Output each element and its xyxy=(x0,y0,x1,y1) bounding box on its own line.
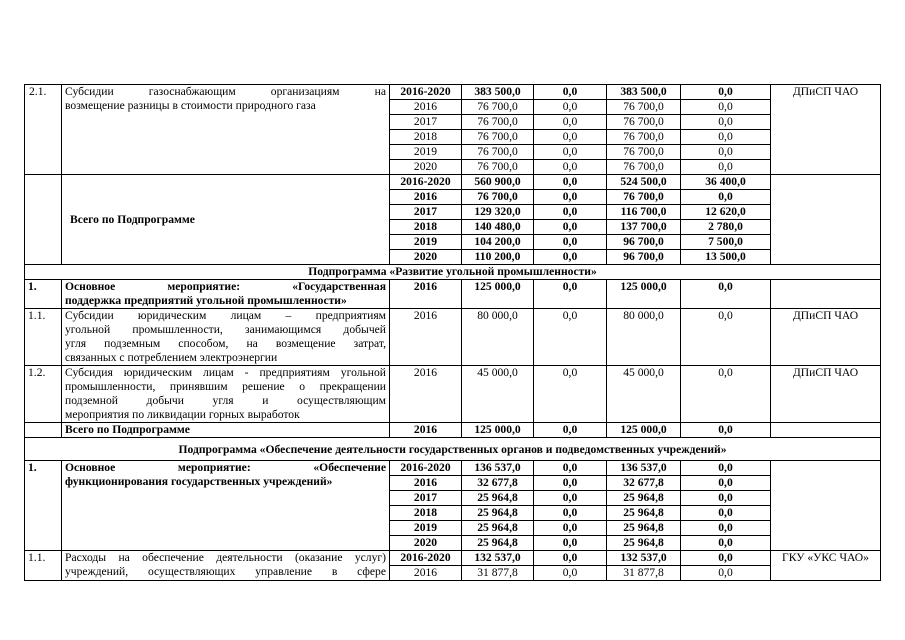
regional-cell: 132 537,0 xyxy=(607,551,681,566)
other-cell: 2 780,0 xyxy=(681,220,771,235)
regional-cell: 25 964,8 xyxy=(607,536,681,551)
row-number: 1. xyxy=(25,280,62,309)
federal-cell: 0,0 xyxy=(534,551,607,566)
year-cell: 2018 xyxy=(390,220,462,235)
year-cell: 2016 xyxy=(390,100,462,115)
federal-cell: 0,0 xyxy=(534,190,607,205)
year-cell: 2017 xyxy=(390,491,462,506)
federal-cell: 0,0 xyxy=(534,521,607,536)
year-cell: 2016 xyxy=(390,366,462,423)
federal-cell: 0,0 xyxy=(534,130,607,145)
federal-cell: 0,0 xyxy=(534,491,607,506)
total-cell: 25 964,8 xyxy=(462,536,534,551)
desc-line: Основное мероприятие: «Обеспечение xyxy=(65,461,386,474)
total-cell: 140 480,0 xyxy=(462,220,534,235)
federal-cell: 0,0 xyxy=(534,160,607,175)
federal-cell: 0,0 xyxy=(534,536,607,551)
regional-cell: 31 877,8 xyxy=(607,566,681,581)
federal-cell: 0,0 xyxy=(534,145,607,160)
table-row xyxy=(25,461,881,476)
federal-cell: 0,0 xyxy=(534,461,607,476)
row-number: 1.1. xyxy=(25,551,62,581)
subprogram-total-label: Всего по Подпрограмме xyxy=(62,423,390,438)
regional-cell: 25 964,8 xyxy=(607,521,681,536)
other-cell: 12 620,0 xyxy=(681,205,771,220)
total-cell: 80 000,0 xyxy=(462,309,534,366)
federal-cell: 0,0 xyxy=(534,423,607,438)
federal-cell: 0,0 xyxy=(534,220,607,235)
total-cell: 136 537,0 xyxy=(462,461,534,476)
year-cell: 2016 xyxy=(390,423,462,438)
row-number: 1. xyxy=(25,461,62,551)
section-title: Подпрограмма «Развитие угольной промышленности» xyxy=(25,265,881,280)
total-cell: 76 700,0 xyxy=(462,115,534,130)
total-cell: 76 700,0 xyxy=(462,145,534,160)
other-cell: 0,0 xyxy=(681,551,771,566)
regional-cell: 76 700,0 xyxy=(607,130,681,145)
desc-line: поддержка предприятий угольной промышленности» xyxy=(65,294,347,307)
year-cell: 2020 xyxy=(390,250,462,265)
year-cell: 2016-2020 xyxy=(390,175,462,190)
responsible-cell: ГКУ «УКС ЧАО» xyxy=(771,551,881,581)
desc-line: возмещение разницы в стоимости природного газа xyxy=(65,99,316,112)
table-row xyxy=(25,85,881,100)
year-cell: 2016 xyxy=(390,476,462,491)
total-cell: 129 320,0 xyxy=(462,205,534,220)
desc-line: подземной добычи угля и осуществляющим xyxy=(65,394,386,407)
other-cell: 0,0 xyxy=(681,100,771,115)
total-cell: 560 900,0 xyxy=(462,175,534,190)
other-cell: 13 500,0 xyxy=(681,250,771,265)
desc-line: промышленности, принявшим решение о прекращении xyxy=(65,380,386,393)
federal-cell: 0,0 xyxy=(534,476,607,491)
row-number xyxy=(25,423,62,438)
responsible-cell: ДПиСП ЧАО xyxy=(771,85,881,175)
total-cell: 383 500,0 xyxy=(462,85,534,100)
desc-line: угольной промышленности, занимающимся добычей xyxy=(65,323,386,336)
total-cell: 76 700,0 xyxy=(462,160,534,175)
row-description xyxy=(62,85,390,175)
other-cell: 0,0 xyxy=(681,145,771,160)
responsible-cell: ДПиСП ЧАО xyxy=(771,309,881,366)
year-cell: 2020 xyxy=(390,160,462,175)
other-cell: 0,0 xyxy=(681,461,771,476)
regional-cell: 524 500,0 xyxy=(607,175,681,190)
row-number: 2.1. xyxy=(25,85,62,175)
regional-cell: 25 964,8 xyxy=(607,506,681,521)
desc-line: функционирования государственных учреждений» xyxy=(65,475,333,488)
other-cell: 7 500,0 xyxy=(681,235,771,250)
year-cell: 2017 xyxy=(390,115,462,130)
row-number xyxy=(25,175,62,265)
row-description xyxy=(62,461,390,551)
year-cell: 2020 xyxy=(390,536,462,551)
federal-cell: 0,0 xyxy=(534,506,607,521)
other-cell: 0,0 xyxy=(681,566,771,581)
desc-line: угля подземным способом, на возмещение затрат, xyxy=(65,337,386,350)
table-row xyxy=(25,366,881,423)
regional-cell: 76 700,0 xyxy=(607,160,681,175)
other-cell: 0,0 xyxy=(681,491,771,506)
federal-cell: 0,0 xyxy=(534,250,607,265)
desc-line: Субсидия юридическим лицам - предприятиям угольной xyxy=(65,366,386,379)
total-cell: 125 000,0 xyxy=(462,423,534,438)
total-cell: 45 000,0 xyxy=(462,366,534,423)
year-cell: 2019 xyxy=(390,145,462,160)
total-cell: 25 964,8 xyxy=(462,506,534,521)
total-cell: 32 677,8 xyxy=(462,476,534,491)
year-cell: 2016 xyxy=(390,566,462,581)
federal-cell: 0,0 xyxy=(534,366,607,423)
regional-cell: 125 000,0 xyxy=(607,280,681,309)
year-cell: 2019 xyxy=(390,235,462,250)
regional-cell: 45 000,0 xyxy=(607,366,681,423)
total-cell: 25 964,8 xyxy=(462,521,534,536)
other-cell: 0,0 xyxy=(681,190,771,205)
year-cell: 2016 xyxy=(390,309,462,366)
regional-cell: 25 964,8 xyxy=(607,491,681,506)
regional-cell: 116 700,0 xyxy=(607,205,681,220)
responsible-cell xyxy=(771,423,881,438)
total-cell: 76 700,0 xyxy=(462,100,534,115)
year-cell: 2017 xyxy=(390,205,462,220)
regional-cell: 32 677,8 xyxy=(607,476,681,491)
federal-cell: 0,0 xyxy=(534,175,607,190)
subprogram-total-label: Всего по Подпрограмме xyxy=(62,175,390,265)
row-description xyxy=(62,551,390,581)
other-cell: 0,0 xyxy=(681,309,771,366)
desc-line: мероприятия по ликвидации горных выработок xyxy=(65,408,300,421)
federal-cell: 0,0 xyxy=(534,280,607,309)
regional-cell: 383 500,0 xyxy=(607,85,681,100)
other-cell: 0,0 xyxy=(681,366,771,423)
other-cell: 0,0 xyxy=(681,130,771,145)
other-cell: 36 400,0 xyxy=(681,175,771,190)
other-cell: 0,0 xyxy=(681,280,771,309)
other-cell: 0,0 xyxy=(681,85,771,100)
table-row xyxy=(25,280,881,309)
regional-cell: 96 700,0 xyxy=(607,250,681,265)
section-header-row xyxy=(25,265,881,280)
other-cell: 0,0 xyxy=(681,160,771,175)
federal-cell: 0,0 xyxy=(534,235,607,250)
federal-cell: 0,0 xyxy=(534,100,607,115)
other-cell: 0,0 xyxy=(681,506,771,521)
total-cell: 125 000,0 xyxy=(462,280,534,309)
other-cell: 0,0 xyxy=(681,536,771,551)
year-cell: 2016 xyxy=(390,280,462,309)
regional-cell: 136 537,0 xyxy=(607,461,681,476)
federal-cell: 0,0 xyxy=(534,309,607,366)
federal-cell: 0,0 xyxy=(534,566,607,581)
desc-line: Субсидии газоснабжающим организациям на xyxy=(65,85,386,98)
total-cell: 76 700,0 xyxy=(462,130,534,145)
section-header-row xyxy=(25,438,881,461)
regional-cell: 137 700,0 xyxy=(607,220,681,235)
row-description xyxy=(62,280,390,309)
budget-table xyxy=(24,84,881,581)
desc-line: Субсидии юридическим лицам – предприятиям xyxy=(65,309,386,322)
federal-cell: 0,0 xyxy=(534,85,607,100)
row-number: 1.1. xyxy=(25,309,62,366)
desc-line: Расходы на обеспечение деятельности (оказание услуг) xyxy=(65,551,386,564)
table-row xyxy=(25,551,881,566)
regional-cell: 80 000,0 xyxy=(607,309,681,366)
year-cell: 2016 xyxy=(390,190,462,205)
total-cell: 76 700,0 xyxy=(462,190,534,205)
regional-cell: 76 700,0 xyxy=(607,190,681,205)
year-cell: 2018 xyxy=(390,506,462,521)
row-number: 1.2. xyxy=(25,366,62,423)
row-description xyxy=(62,309,390,366)
federal-cell: 0,0 xyxy=(534,115,607,130)
other-cell: 0,0 xyxy=(681,476,771,491)
year-cell: 2016-2020 xyxy=(390,85,462,100)
year-cell: 2019 xyxy=(390,521,462,536)
regional-cell: 76 700,0 xyxy=(607,100,681,115)
desc-line: связанных с потреблением электроэнергии xyxy=(65,351,278,364)
row-description xyxy=(62,366,390,423)
responsible-cell xyxy=(771,175,881,265)
year-cell: 2016-2020 xyxy=(390,461,462,476)
other-cell: 0,0 xyxy=(681,115,771,130)
responsible-cell xyxy=(771,461,881,551)
desc-line: учреждений, осуществляющих управление в сфере xyxy=(65,565,386,578)
table-row xyxy=(25,309,881,366)
regional-cell: 96 700,0 xyxy=(607,235,681,250)
regional-cell: 125 000,0 xyxy=(607,423,681,438)
federal-cell: 0,0 xyxy=(534,205,607,220)
year-cell: 2016-2020 xyxy=(390,551,462,566)
other-cell: 0,0 xyxy=(681,521,771,536)
year-cell: 2018 xyxy=(390,130,462,145)
regional-cell: 76 700,0 xyxy=(607,145,681,160)
total-cell: 104 200,0 xyxy=(462,235,534,250)
total-cell: 25 964,8 xyxy=(462,491,534,506)
total-cell: 110 200,0 xyxy=(462,250,534,265)
total-cell: 132 537,0 xyxy=(462,551,534,566)
other-cell: 0,0 xyxy=(681,423,771,438)
table-row xyxy=(25,175,881,190)
table-row xyxy=(25,423,881,438)
responsible-cell: ДПиСП ЧАО xyxy=(771,366,881,423)
total-cell: 31 877,8 xyxy=(462,566,534,581)
regional-cell: 76 700,0 xyxy=(607,115,681,130)
section-title: Подпрограмма «Обеспечение деятельности государственных органов и подведомственных учреждений» xyxy=(25,438,881,461)
responsible-cell xyxy=(771,280,881,309)
desc-line: Основное мероприятие: «Государственная xyxy=(65,280,386,293)
